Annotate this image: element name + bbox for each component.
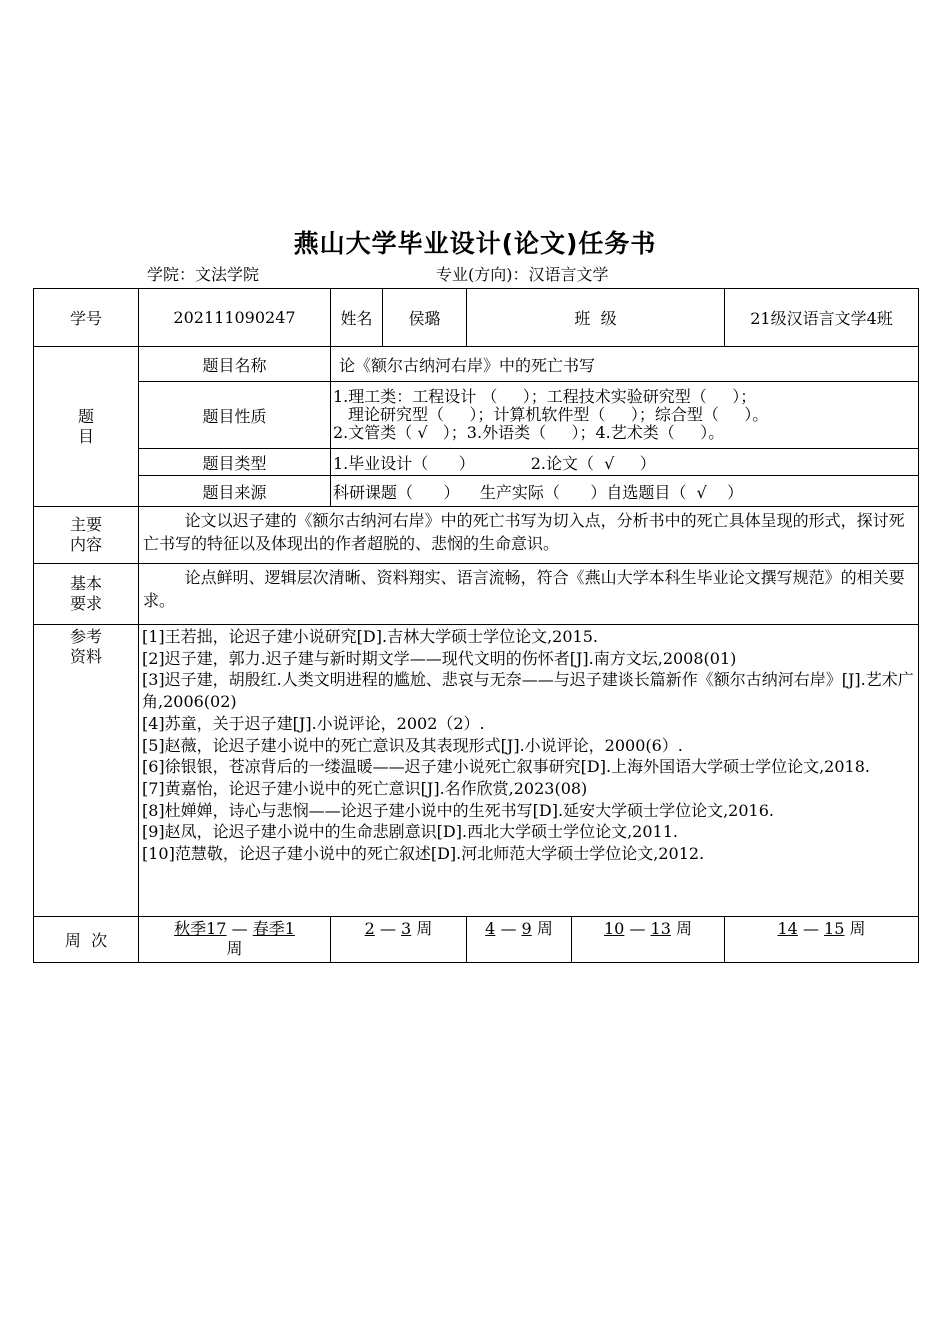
weeks-label: 周 次 xyxy=(34,917,139,963)
student-row xyxy=(34,289,919,347)
reference-item: [2]迟子建，郭力.迟子建与新时期文学——现代文明的伤怀者[J].南方文坛,2008(01) xyxy=(142,648,737,668)
content-label xyxy=(34,507,139,564)
weeks-period-1 xyxy=(139,917,331,963)
weeks-period-4 xyxy=(572,917,725,963)
student-id: 202111090247 xyxy=(139,289,331,347)
topic-source-label: 题目来源 xyxy=(139,476,331,507)
week-dash: — xyxy=(802,919,819,938)
week-end: 9 xyxy=(521,919,532,938)
week-end: 13 xyxy=(650,919,671,938)
references-row xyxy=(34,625,919,917)
topic-name: 论《额尔古纳河右岸》中的死亡书写 xyxy=(331,347,919,382)
reference-item: [3]迟子建，胡殷红.人类文明进程的尴尬、悲哀与无奈——与迟子建谈长篇新作《额尔古纳河右岸》[J].艺术广角,2006(02) xyxy=(142,670,914,712)
reference-item: [7]黄嘉怡，论迟子建小说中的死亡意识[J].名作欣赏,2023(08) xyxy=(142,778,588,798)
requirements-label xyxy=(34,564,139,625)
references-label xyxy=(34,625,139,917)
topic-nature-row xyxy=(34,382,919,449)
topic-nature-options xyxy=(331,382,919,449)
week-end: 15 xyxy=(824,919,845,938)
week-start: 4 xyxy=(485,919,496,938)
weeks-period-5 xyxy=(725,917,919,963)
week-dash: — xyxy=(500,919,517,938)
reference-item: [8]杜婵婵，诗心与悲悯——论迟子建小说中的生死书写[D].延安大学硕士学位论文,2016. xyxy=(142,800,774,820)
topic-section-label xyxy=(34,347,139,507)
topic-source-row xyxy=(34,476,919,507)
topic-name-row xyxy=(34,347,919,382)
student-id-label: 学号 xyxy=(34,289,139,347)
nature-line-2: 理论研究型（ ）；计算机软件型（ ）；综合型（ ）。 xyxy=(348,405,769,424)
week-unit: 周 xyxy=(849,919,866,938)
reference-item: [1]王若拙，论迟子建小说研究[D].吉林大学硕士学位论文,2015. xyxy=(142,627,598,646)
topic-type-options: 1.毕业设计（ ） 2.论文（ √ ） xyxy=(331,449,919,476)
reference-item: [9]赵凤，论迟子建小说中的生命悲剧意识[D].西北大学硕士学位论文,2011. xyxy=(142,822,678,842)
requirements-row xyxy=(34,564,919,625)
reference-item: [4]苏童，关于迟子建[J].小说评论，2002（2）. xyxy=(142,713,485,733)
weeks-row xyxy=(34,917,919,963)
week-end: 3 xyxy=(401,919,412,938)
references-label-line2: 资料 xyxy=(69,647,102,666)
task-table xyxy=(33,288,919,963)
week-unit: 周 xyxy=(416,919,433,938)
topic-name-label: 题目名称 xyxy=(139,347,331,382)
week-start: 秋季17 xyxy=(174,919,227,938)
requirements-label-line2: 要求 xyxy=(69,594,102,613)
requirements-text: 论点鲜明、逻辑层次清晰、资料翔实、语言流畅，符合《燕山大学本科生毕业论文撰写规范》的相关要求。 xyxy=(139,564,919,625)
document-title: 燕山大学毕业设计(论文)任务书 xyxy=(293,229,657,258)
topic-type-label: 题目类型 xyxy=(139,449,331,476)
references-list xyxy=(139,625,919,917)
nature-line-1: 1.理工类：工程设计 （ ）；工程技术实验研究型（ ）； xyxy=(333,387,757,406)
nature-line-3: 2.文管类（ √ ）；3.外语类（ ）；4.艺术类（ ）。 xyxy=(333,423,725,442)
references-label-line1: 参考 xyxy=(69,627,102,646)
reference-item: [6]徐银银，苍凉背后的一缕温暖——迟子建小说死亡叙事研究[D].上海外国语大学硕士学位论文,2018. xyxy=(142,757,870,777)
class-value: 21级汉语言文学4班 xyxy=(725,289,919,347)
week-dash: — xyxy=(379,919,396,938)
week-start: 2 xyxy=(364,919,375,938)
reference-item: [5]赵薇，论迟子建小说中的死亡意识及其表现形式[J].小说评论，2000(6）. xyxy=(142,735,683,755)
week-dash: — xyxy=(629,919,646,938)
weeks-period-3 xyxy=(467,917,572,963)
topic-section-text: 题目 xyxy=(78,406,95,446)
week-unit: 周 xyxy=(675,919,692,938)
reference-item: [10]范慧敬，论迟子建小说中的死亡叙述[D].河北师范大学硕士学位论文,2012. xyxy=(142,844,705,864)
content-label-line2: 内容 xyxy=(69,535,102,554)
topic-type-row xyxy=(34,449,919,476)
week-start: 14 xyxy=(777,919,798,938)
topic-source-options: 科研课题（ ） 生产实际（ ）自选题目（ √ ） xyxy=(331,476,919,507)
class-label: 班 级 xyxy=(467,289,725,347)
week-unit: 周 xyxy=(226,939,243,958)
content-text: 论文以迟子建的《额尔古纳河右岸》中的死亡书写为切入点，分析书中的死亡具体呈现的形式，探讨死亡书写的特征以及体现出的作者超脱的、悲悯的生命意识。 xyxy=(139,507,919,564)
content-label-line1: 主要 xyxy=(69,515,102,534)
week-unit: 周 xyxy=(536,919,553,938)
college-label: 学院：文法学院 xyxy=(147,265,260,284)
requirements-label-line1: 基本 xyxy=(69,574,102,593)
student-name-label: 姓名 xyxy=(331,289,383,347)
week-dash: — xyxy=(231,919,248,938)
content-row xyxy=(34,507,919,564)
week-end: 春季1 xyxy=(252,919,295,938)
weeks-period-2 xyxy=(331,917,467,963)
major-label: 专业(方向)：汉语言文学 xyxy=(436,265,609,284)
week-start: 10 xyxy=(603,919,625,938)
topic-nature-label: 题目性质 xyxy=(139,382,331,449)
student-name: 侯璐 xyxy=(383,289,467,347)
